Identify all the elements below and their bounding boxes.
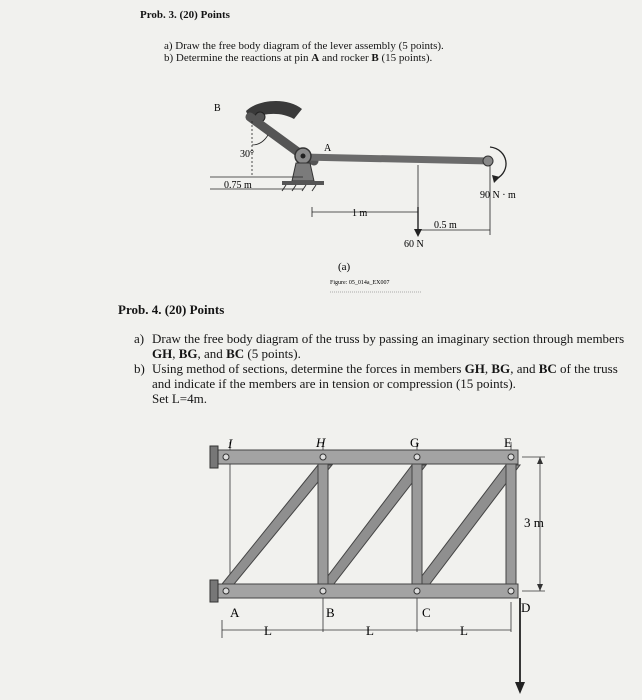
member-ah	[218, 465, 332, 589]
sep: ,	[172, 346, 179, 361]
prob3-item-a	[164, 40, 444, 52]
prob4-item-a-marker: a)	[134, 331, 145, 346]
node-a: A	[230, 605, 240, 620]
sep: , and	[510, 361, 539, 376]
prob3-item-b-mid: and rocker	[319, 52, 372, 64]
prob4-item-b	[134, 361, 629, 406]
prob3-item-b-text-pre: Determine the reactions at pin	[175, 52, 312, 64]
prob3-item-a-text: Draw the free body diagram of the lever assembly (5 points).	[175, 40, 444, 52]
prob3-item-b-marker: b)	[164, 52, 174, 64]
prob4-item-b-text-post: Set L=4m.	[152, 391, 207, 406]
member-bg: BG	[491, 361, 511, 376]
top-chord	[218, 450, 518, 464]
support-a	[210, 580, 218, 602]
dim-1m-label: 1 m	[352, 208, 368, 219]
lever-arm-horizontal	[302, 157, 490, 161]
member-gh: GH	[152, 346, 173, 361]
node-i: I	[228, 436, 233, 451]
node-d: D	[521, 600, 531, 615]
truss-figure	[200, 432, 560, 700]
node-g: G	[410, 435, 420, 450]
figure-id: Figure: 05_014a_EX007	[330, 280, 390, 286]
label-a: A	[324, 143, 332, 154]
figure-caption: (a)	[338, 261, 351, 273]
member-bc: BC	[538, 361, 557, 376]
dim-075-label: 0.75 m	[224, 180, 252, 191]
span-label-1: L	[264, 623, 272, 638]
member-ce	[412, 465, 520, 589]
span-label-3: L	[460, 623, 468, 638]
prob3-item-a-marker: a)	[164, 40, 173, 52]
moment-label: 90 N · m	[480, 190, 516, 201]
pin-support-a	[292, 163, 314, 181]
prob4-items	[134, 331, 629, 406]
prob3-title: Prob. 3. (20) Points	[140, 9, 230, 21]
node-e: E	[504, 435, 512, 450]
lever-assembly-figure	[190, 85, 530, 310]
prob4-item-a-text-pre: Draw the free body diagram of the truss by passing an imaginary section through members	[152, 331, 625, 346]
member-bg: BG	[178, 346, 198, 361]
prob4-title: Prob. 4. (20) Points	[118, 302, 225, 317]
prob3-item-b-rocker: B	[371, 52, 379, 64]
angle-label: 30°	[240, 149, 254, 160]
prob4-item-b-text-pre: Using method of sections, determine the forces in members	[152, 361, 465, 376]
force-label: 60 N	[404, 239, 424, 250]
label-b: B	[214, 103, 221, 114]
member-bc: BC	[226, 346, 245, 361]
bottom-chord	[218, 584, 518, 598]
member-gh: GH	[464, 361, 485, 376]
prob4-item-a-text-post: (5 points).	[244, 346, 301, 361]
prob4-item-b-marker: b)	[134, 361, 145, 376]
sep: ,	[484, 361, 492, 376]
prob4-item-a	[134, 331, 629, 361]
node-h: H	[316, 435, 326, 450]
node-c: C	[422, 605, 431, 620]
prob3-item-b	[164, 52, 432, 64]
dim-05-label: 0.5 m	[434, 220, 457, 231]
member-bh	[318, 462, 328, 592]
support-i	[210, 446, 218, 468]
member-cg	[412, 462, 422, 592]
height-label: 3 m	[524, 515, 544, 530]
prob4-item-b-text-mid: of the truss and indicate if the members are in tension or compression (15 points).	[152, 361, 618, 391]
prob3-item-b-pin: A	[311, 52, 320, 64]
sep: , and	[197, 346, 227, 361]
span-label-2: L	[366, 623, 374, 638]
node-b: B	[326, 605, 335, 620]
member-bg	[318, 465, 426, 589]
prob3-item-b-text-post: (15 points).	[378, 52, 433, 64]
member-de	[506, 462, 516, 592]
